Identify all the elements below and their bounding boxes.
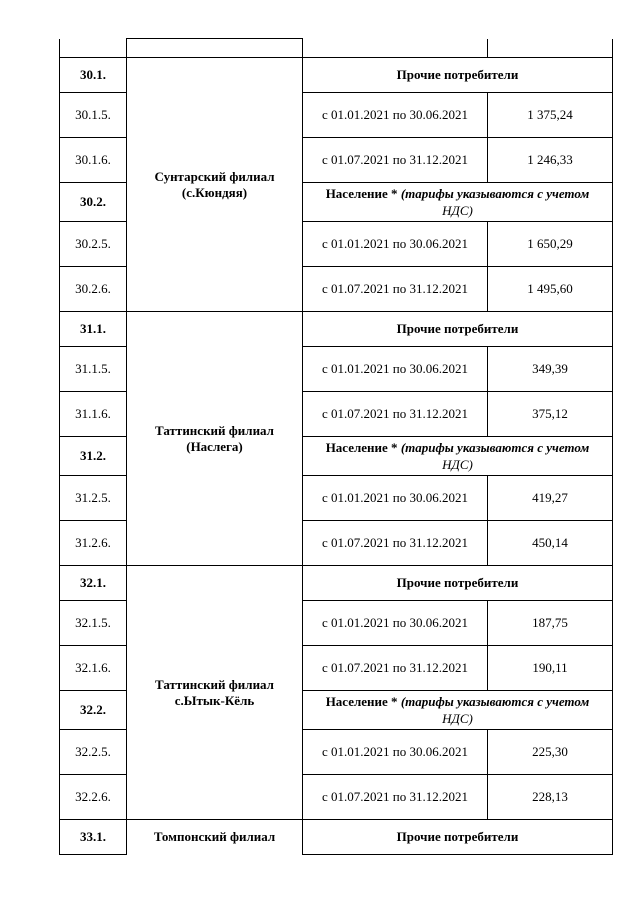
population-category-header: [303, 437, 613, 476]
tariff-period: с 01.01.2021 по 30.06.2021: [303, 222, 488, 267]
row-number: 32.1.5.: [60, 601, 127, 646]
row-number: 32.1.6.: [60, 646, 127, 691]
row-number: 31.2.5.: [60, 476, 127, 521]
row-number: 31.2.6.: [60, 521, 127, 566]
row-number: 31.1.: [60, 312, 127, 347]
population-label: Население *: [325, 694, 398, 709]
row-number: 32.2.: [60, 691, 127, 730]
consumer-category-header: Прочие потребители: [303, 566, 613, 601]
tariff-value: 225,30: [488, 730, 613, 775]
row-number: 30.1.6.: [60, 138, 127, 183]
population-label: Население *: [325, 440, 398, 455]
tariff-period: с 01.01.2021 по 30.06.2021: [303, 476, 488, 521]
tariff-period: с 01.07.2021 по 31.12.2021: [303, 392, 488, 437]
tariff-value: 1 375,24: [488, 93, 613, 138]
tariff-value: 1 650,29: [488, 222, 613, 267]
row-number: 30.2.6.: [60, 267, 127, 312]
tariff-value: 349,39: [488, 347, 613, 392]
consumer-category-header: Прочие потребители: [303, 312, 613, 347]
row-number: 30.2.5.: [60, 222, 127, 267]
branch-name-cell: [127, 58, 303, 312]
row-number: 31.1.5.: [60, 347, 127, 392]
row-number: 30.1.5.: [60, 93, 127, 138]
population-vat-note: (тарифы указываются с учетом: [400, 694, 590, 709]
tariff-period: с 01.07.2021 по 31.12.2021: [303, 521, 488, 566]
tariff-period: [303, 39, 488, 58]
tariff-value: 1 246,33: [488, 138, 613, 183]
row-number: 31.1.6.: [60, 392, 127, 437]
tariff-value: 187,75: [488, 601, 613, 646]
tariff-value: 450,14: [488, 521, 613, 566]
tariff-value: [488, 39, 613, 58]
row-number: 30.2.: [60, 183, 127, 222]
tariff-table-body: [60, 39, 613, 855]
population-category-header: [303, 691, 613, 730]
branch-name-cell: [127, 312, 303, 566]
tariff-period: с 01.07.2021 по 31.12.2021: [303, 267, 488, 312]
row-number: 31.2.: [60, 437, 127, 476]
population-vat-note: (тарифы указываются с учетом: [400, 186, 590, 201]
row-number: 30.1.: [60, 58, 127, 93]
tariff-value: 375,12: [488, 392, 613, 437]
branch-name-line: Таттинский филиал: [155, 676, 274, 692]
population-category-header: [303, 183, 613, 222]
tariff-value: 1 495,60: [488, 267, 613, 312]
table-row: [60, 566, 613, 601]
branch-name-cell: [127, 820, 303, 855]
population-label: Население *: [325, 186, 398, 201]
branch-name-line: с.Ытык-Кёль: [174, 692, 255, 708]
branch-name-line: Томпонский филиал: [153, 829, 276, 845]
population-vat-note-end: НДС): [442, 203, 473, 218]
row-number: 32.2.6.: [60, 775, 127, 820]
tariff-table: [59, 38, 613, 855]
tariff-period: с 01.07.2021 по 31.12.2021: [303, 775, 488, 820]
branch-name-cell: [127, 566, 303, 820]
branch-name-line: Таттинский филиал: [155, 422, 274, 438]
tariff-period: с 01.01.2021 по 30.06.2021: [303, 93, 488, 138]
row-number: [60, 39, 127, 58]
consumer-category-header: Прочие потребители: [303, 58, 613, 93]
row-number: 32.1.: [60, 566, 127, 601]
table-row: [60, 820, 613, 855]
table-row: [60, 312, 613, 347]
tariff-period: с 01.01.2021 по 30.06.2021: [303, 347, 488, 392]
tariff-value: 419,27: [488, 476, 613, 521]
population-vat-note-end: НДС): [442, 711, 473, 726]
population-vat-note: (тарифы указываются с учетом: [400, 440, 590, 455]
branch-name-cell: [127, 39, 303, 58]
branch-name-line: (с.Кюндяя): [181, 184, 248, 200]
population-vat-note-end: НДС): [442, 457, 473, 472]
table-row-continued: [60, 39, 613, 58]
tariff-period: с 01.07.2021 по 31.12.2021: [303, 646, 488, 691]
branch-name-line: Сунтарский филиал: [154, 168, 275, 184]
consumer-category-header: Прочие потребители: [303, 820, 613, 855]
tariff-period: с 01.07.2021 по 31.12.2021: [303, 138, 488, 183]
tariff-value: 190,11: [488, 646, 613, 691]
tariff-value: 228,13: [488, 775, 613, 820]
branch-name-line: (Наслега): [186, 438, 243, 454]
row-number: 33.1.: [60, 820, 127, 855]
tariff-period: с 01.01.2021 по 30.06.2021: [303, 730, 488, 775]
table-row: [60, 58, 613, 93]
row-number: 32.2.5.: [60, 730, 127, 775]
tariff-period: с 01.01.2021 по 30.06.2021: [303, 601, 488, 646]
